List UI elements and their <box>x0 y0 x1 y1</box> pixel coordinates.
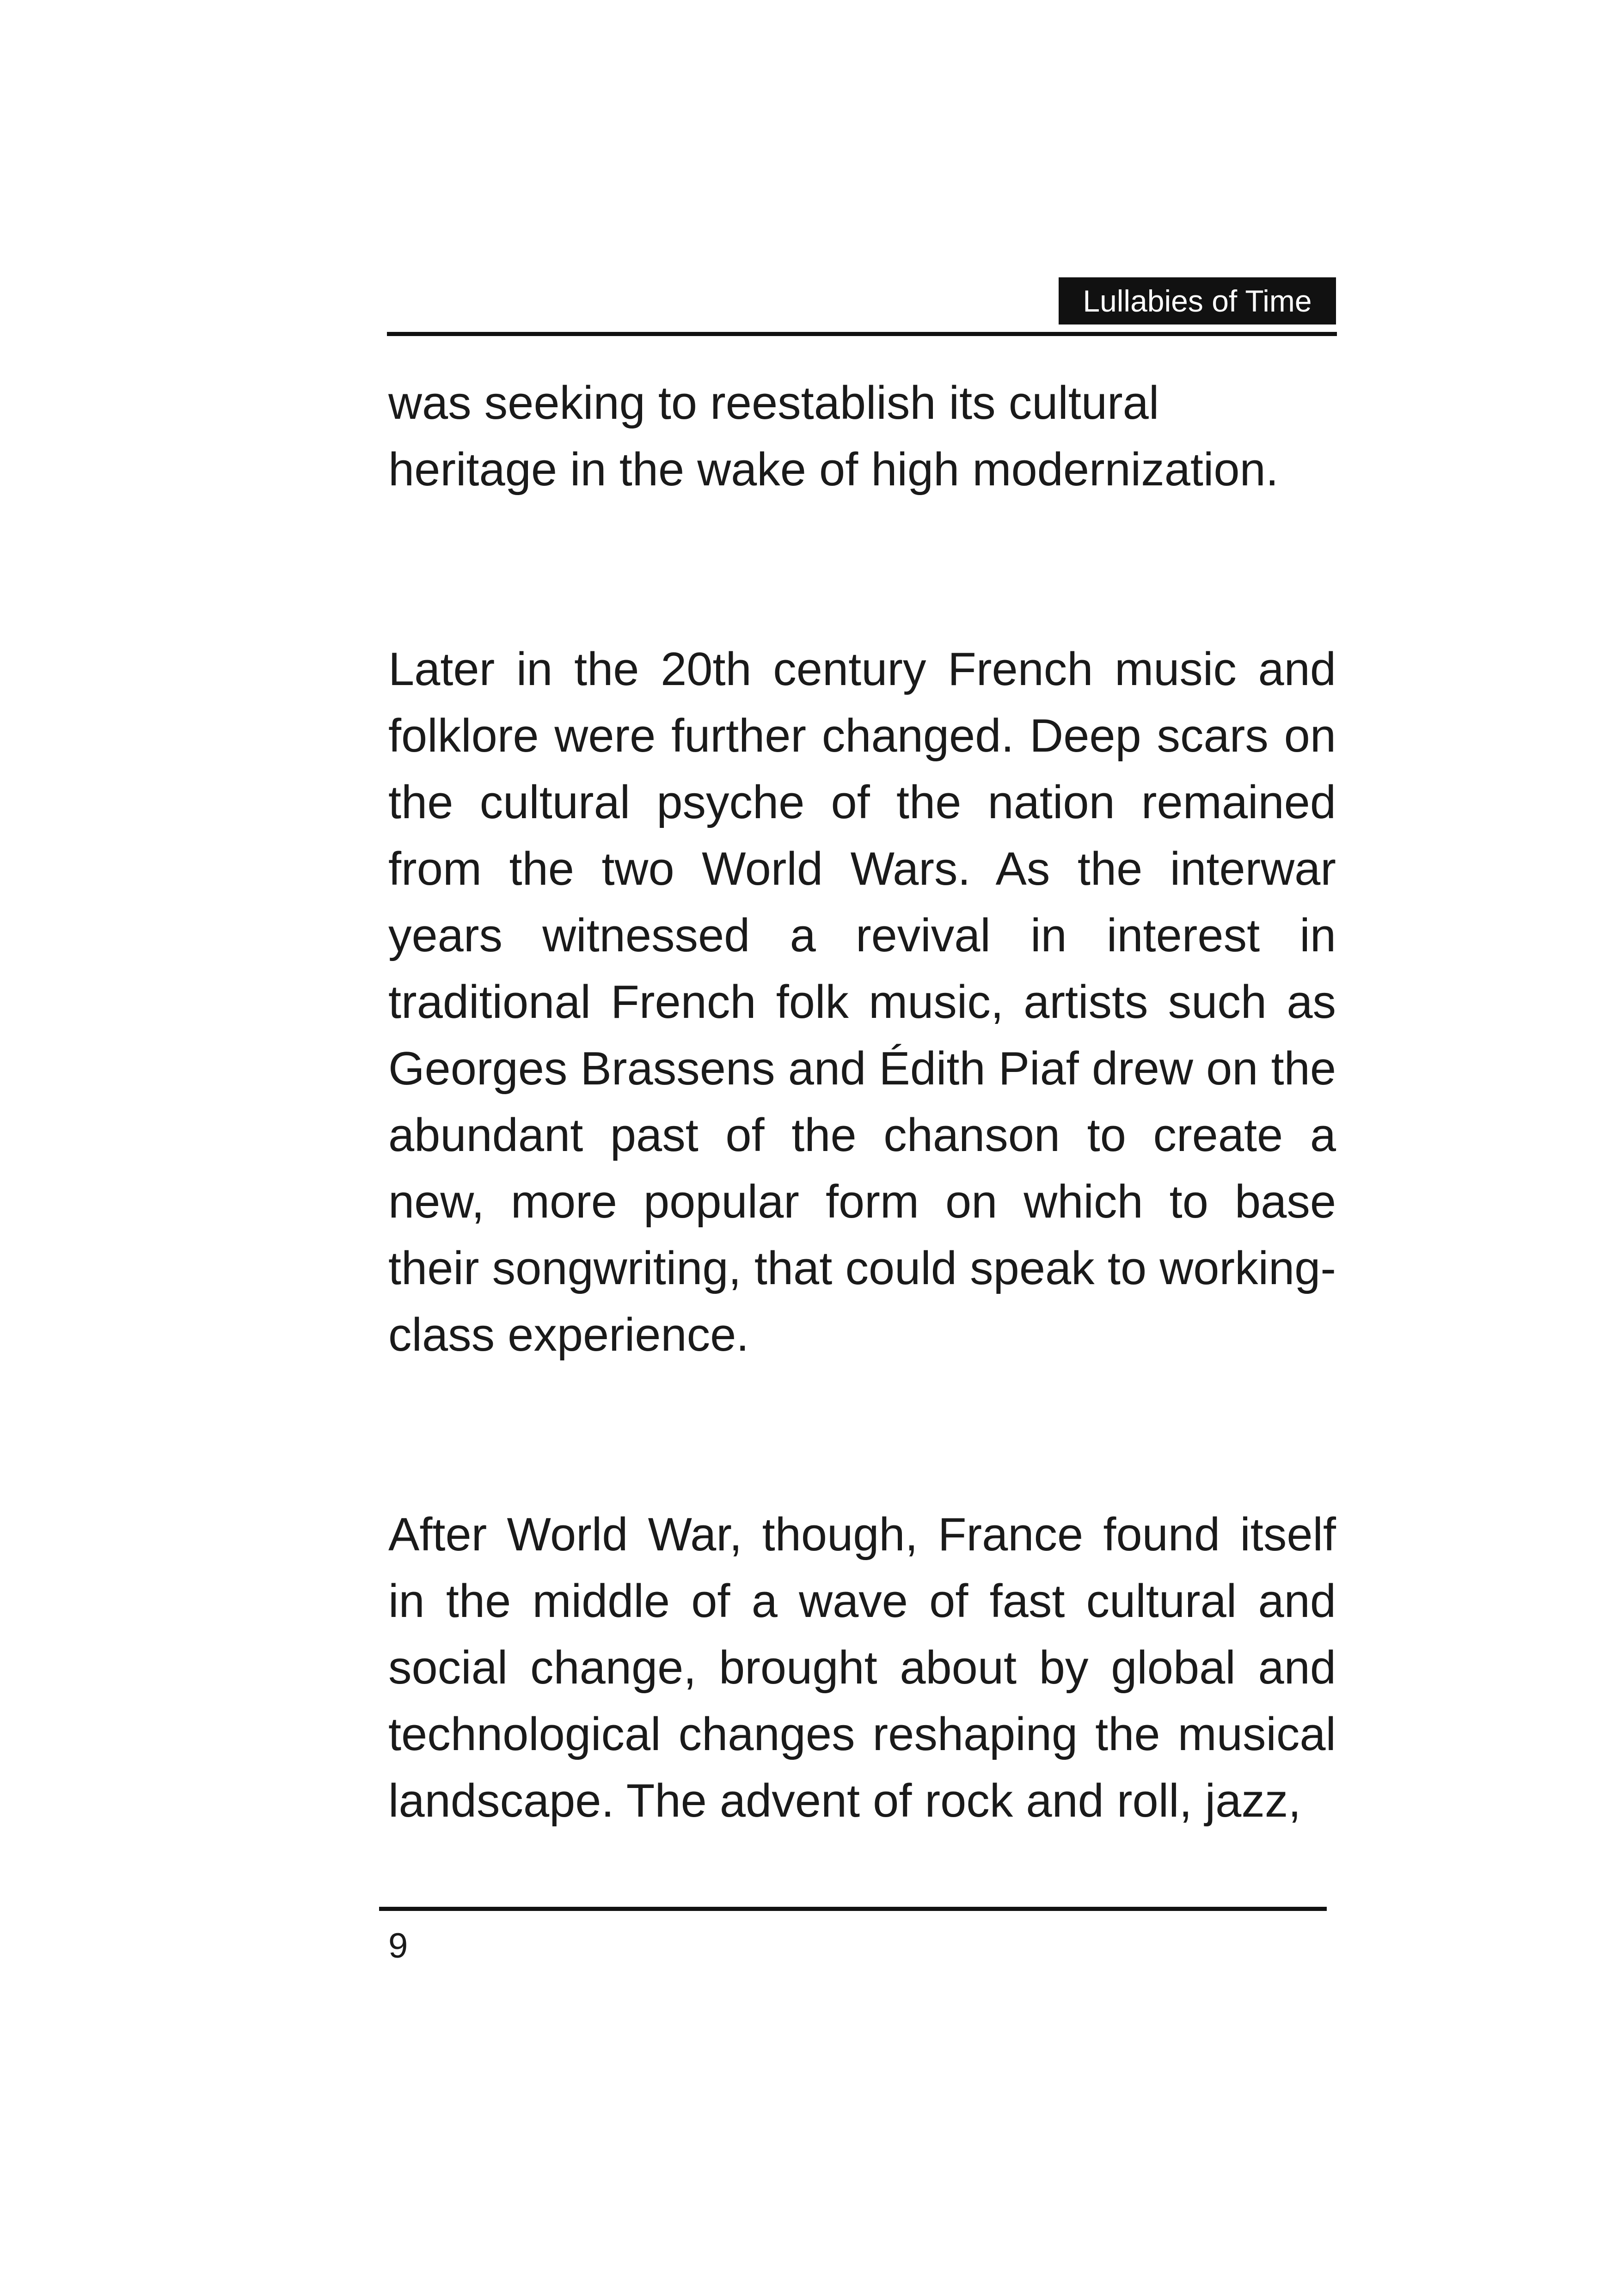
paragraph-2: Later in the 20th century French music and folklore were further changed. Deep scars on the cultural psyche of the nation remained from the two World Wars. As the interwar years witnessed a revival in interest in traditional French folk music, artists such as Georges Brassens and Édith Piaf drew on the abundant past of the chanson to create a new, more popular form on which to base their songwriting, that could speak to working-class experience. <box>388 643 1336 1361</box>
paragraph-3: After World War, though, France found itself in the middle of a wave of fast cultural and social change, brought about by global and technological changes reshaping the musical landscape. The advent of rock and roll, jazz, <box>388 1509 1336 1827</box>
running-header-title: Lullabies of Time <box>1059 277 1336 325</box>
footer-rule <box>379 1907 1327 1911</box>
page-number: 9 <box>388 1926 408 1965</box>
paragraph-1: was seeking to reestablish its cultural heritage in the wake of high modernization. <box>388 377 1279 496</box>
body-text <box>388 370 1336 1834</box>
header-rule <box>387 332 1337 336</box>
